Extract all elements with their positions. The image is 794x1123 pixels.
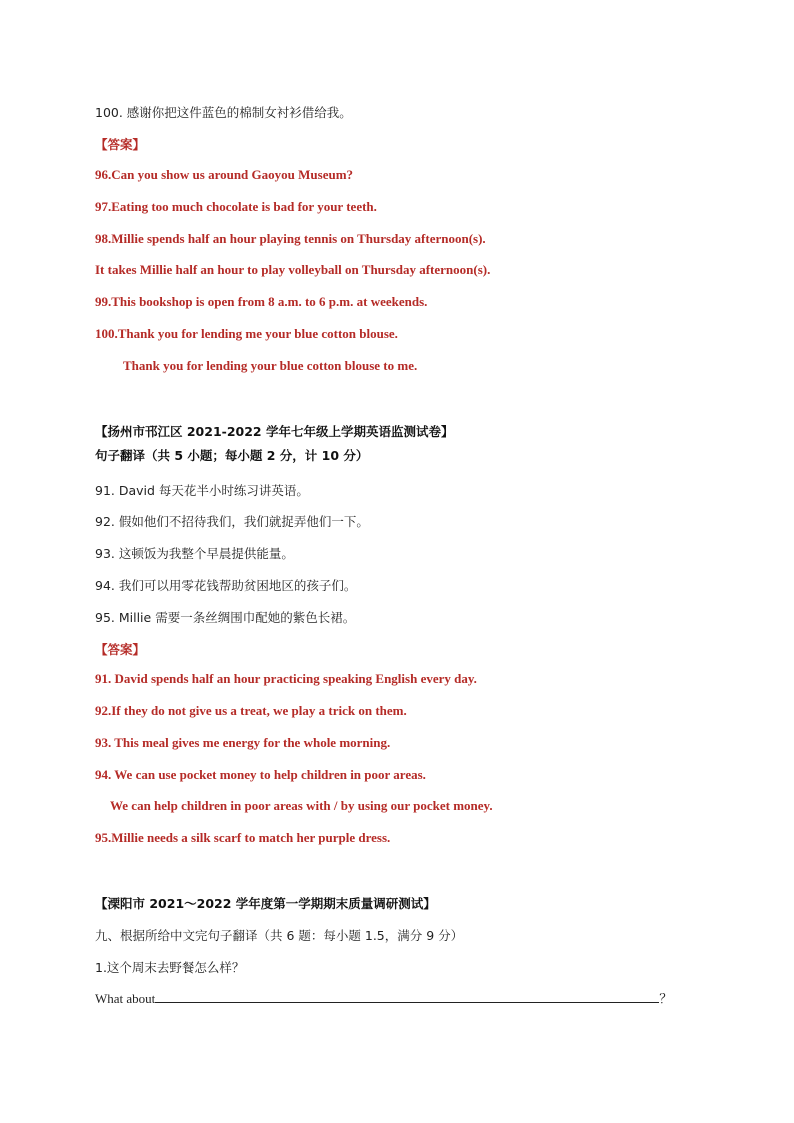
answer-98: 98.Millie spends half an hour playing tennis on Thursday afternoon(s). [95,231,486,246]
answer-tag: 【答案】 [95,642,146,657]
answer-92: 92.If they do not give us a treat, we play a trick on them. [95,703,407,718]
section-title-liyang: 【溧阳市 2021～2022 学年度第一学期期末质量调研测试】 [95,896,436,911]
fill-prefix: What about [95,991,156,1006]
answer-94-alt: We can help children in poor areas with / by using our pocket money. [110,798,493,813]
answer-100: 100.Thank you for lending me your blue cotton blouse. [95,326,398,341]
fill-in-line [95,988,672,1007]
section-subtitle-yangzhou: 句子翻译（共 5 小题；每小题 2 分，计 10 分） [95,448,369,463]
answer-blank[interactable] [155,990,659,1003]
question-1: 1.这个周末去野餐怎么样？ [95,960,245,975]
answer-93: 93. This meal gives me energy for the whole morning. [95,735,391,750]
answer-94: 94. We can use pocket money to help children in poor areas. [95,767,426,782]
answer-97: 97.Eating too much chocolate is bad for your teeth. [95,199,377,214]
answer-95: 95.Millie needs a silk scarf to match her purple dress. [95,830,391,845]
question-91: 91. David 每天花半小时练习讲英语。 [95,483,309,498]
question-92: 92. 假如他们不招待我们，我们就捉弄他们一下。 [95,514,369,529]
fill-suffix: ？ [659,991,673,1006]
answer-99: 99.This bookshop is open from 8 a.m. to 6 p.m. at weekends. [95,294,428,309]
question-94: 94. 我们可以用零花钱帮助贫困地区的孩子们。 [95,578,357,593]
section-title-yangzhou: 【扬州市邗江区 2021-2022 学年七年级上学期英语监测试卷】 [95,424,454,439]
question-93: 93. 这顿饭为我整个早晨提供能量。 [95,546,294,561]
question-100: 100. 感谢你把这件蓝色的棉制女衬衫借给我。 [95,105,352,120]
section-subtitle-liyang: 九、根据所给中文完句子翻译（共 6 题：每小题 1.5，满分 9 分） [95,928,464,943]
answer-tag: 【答案】 [95,137,146,152]
question-95: 95. Millie 需要一条丝绸围巾配她的紫色长裙。 [95,610,356,625]
answer-98-alt: It takes Millie half an hour to play volleyball on Thursday afternoon(s). [95,262,491,277]
answer-96: 96.Can you show us around Gaoyou Museum? [95,167,354,182]
answer-91: 91. David spends half an hour practicing speaking English every day. [95,671,477,686]
answer-100-alt: Thank you for lending your blue cotton blouse to me. [123,358,418,373]
